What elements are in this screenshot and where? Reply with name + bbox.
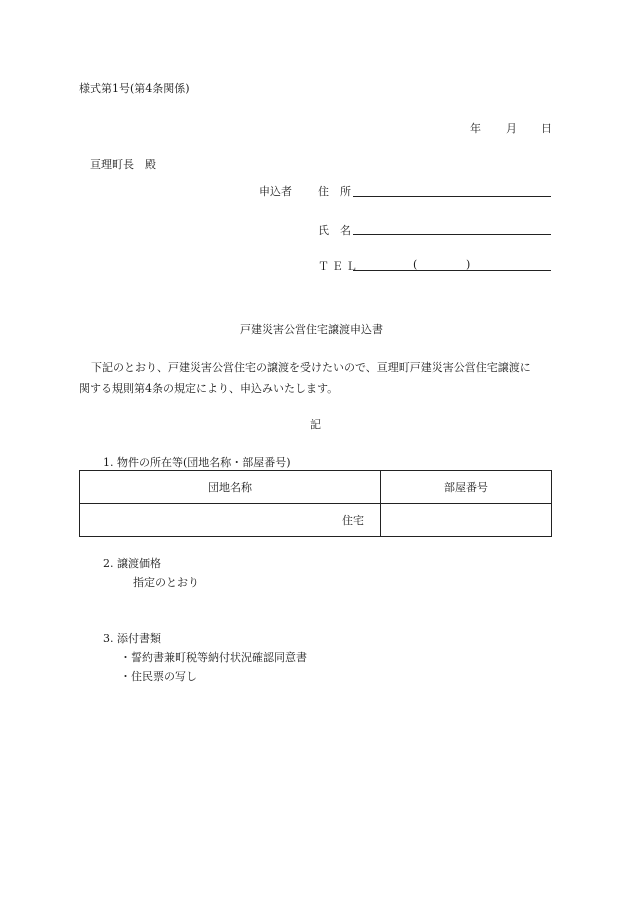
- section2-heading: 2. 譲渡価格: [103, 557, 161, 570]
- date-month: 月: [506, 122, 517, 135]
- address-field[interactable]: [353, 196, 551, 197]
- ki-heading: 記: [310, 418, 321, 431]
- attachment-item: ・誓約書兼町税等納付状況確認同意書: [120, 651, 307, 664]
- document-title: 戸建災害公営住宅譲渡申込書: [240, 323, 383, 336]
- tel-label: ＴＥＬ: [318, 260, 360, 273]
- addressee: 亘理町長 殿: [90, 158, 156, 171]
- date-year: 年: [470, 122, 481, 135]
- form-number: 様式第1号(第4条関係): [79, 82, 190, 95]
- address-label: 住 所: [318, 185, 351, 198]
- body-text-line2: 関する規則第4条の規定により、申込みいたします。: [79, 382, 339, 395]
- applicant-label: 申込者: [259, 185, 292, 198]
- transfer-price-value: 指定のとおり: [133, 576, 199, 589]
- tel-paren-close: ): [466, 258, 471, 271]
- col-room-number: 部屋番号: [381, 471, 552, 504]
- name-label: 氏 名: [318, 224, 351, 237]
- property-table: [79, 470, 552, 537]
- section3-heading: 3. 添付書類: [103, 632, 161, 645]
- section1-heading: 1. 物件の所在等(団地名称・部屋番号): [103, 456, 291, 469]
- room-number-cell[interactable]: [381, 504, 552, 537]
- tel-paren-open: (: [413, 258, 418, 271]
- attachment-item: ・住民票の写し: [120, 670, 197, 683]
- col-danchi-name: 団地名称: [80, 471, 381, 504]
- date-day: 日: [541, 122, 552, 135]
- tel-field[interactable]: [353, 270, 551, 271]
- danchi-name-cell[interactable]: 住宅: [80, 504, 381, 537]
- body-text-line1: 下記のとおり、戸建災害公営住宅の譲渡を受けたいので、亘理町戸建災害公営住宅譲渡に: [91, 361, 531, 374]
- name-field[interactable]: [353, 234, 551, 235]
